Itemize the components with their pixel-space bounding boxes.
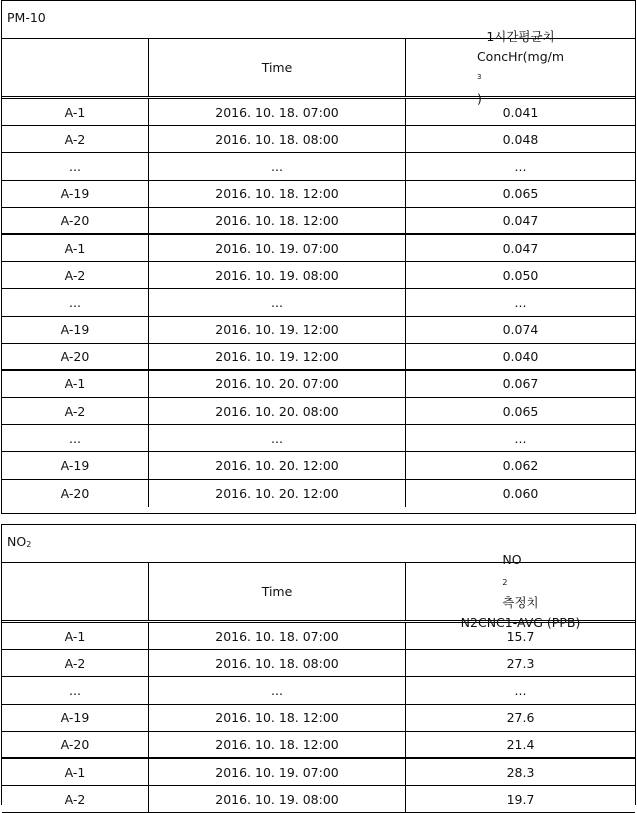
pm10-header-value-line1: 1시간평균치 (486, 28, 555, 44)
row-time-cell: 2016. 10. 18. 12:00 (149, 208, 406, 233)
row-id-cell: A-1 (2, 759, 149, 785)
row-id-cell: ... (2, 153, 149, 179)
table-row (2, 705, 635, 732)
pm10-header-value-line2: ConcHr(mg/m $^3$ ) (476, 48, 565, 106)
pm10-header-row (2, 28, 635, 106)
no2-header-row (2, 552, 635, 630)
row-value-cell: 0.040 (502, 348, 539, 364)
row-value-cell: ... (514, 294, 527, 310)
pm10-table-body (2, 99, 635, 507)
table-row (2, 208, 635, 235)
table-row (2, 759, 635, 786)
row-value-cell: ... (514, 158, 527, 174)
row-value-cell: 21.4 (506, 736, 535, 752)
row-value-cell: 27.6 (506, 710, 535, 726)
row-value-cell: 15.7 (506, 628, 535, 644)
row-time-cell: 2016. 10. 18. 12:00 (149, 181, 406, 207)
row-value-cell: 0.067 (502, 376, 539, 392)
table-row (2, 289, 635, 316)
row-value-cell: 19.7 (506, 791, 535, 807)
row-id-cell: A-2 (2, 398, 149, 424)
row-time-cell: ... (149, 289, 406, 315)
table-row (2, 786, 635, 813)
row-id-cell: ... (2, 677, 149, 703)
row-time-cell: 2016. 10. 18. 08:00 (149, 126, 406, 152)
pm10-header-time: Time (149, 39, 406, 96)
no2-header-id (2, 563, 149, 620)
table-row (2, 425, 635, 452)
no2-table (1, 524, 636, 805)
table-row (2, 344, 635, 371)
row-value-cell: 0.065 (502, 186, 539, 202)
row-id-cell: A-19 (2, 181, 149, 207)
pm10-table-title: PM-10 (2, 1, 635, 39)
row-id-cell: ... (2, 425, 149, 451)
table-row (2, 452, 635, 479)
table-row (2, 371, 635, 398)
row-value-cell: 0.060 (502, 485, 539, 501)
row-time-cell: 2016. 10. 18. 08:00 (149, 650, 406, 676)
row-time-cell: 2016. 10. 19. 07:00 (149, 235, 406, 261)
row-time-cell: 2016. 10. 18. 12:00 (149, 732, 406, 757)
row-id-cell: A-1 (2, 623, 149, 649)
row-value-cell: ... (514, 430, 527, 446)
row-time-cell: 2016. 10. 20. 12:00 (149, 452, 406, 478)
row-time-cell: 2016. 10. 18. 07:00 (149, 99, 406, 125)
row-id-cell: A-1 (2, 371, 149, 397)
row-time-cell: 2016. 10. 18. 07:00 (149, 623, 406, 649)
no2-header-value-line1: NO $_2$ 측정치 (502, 552, 539, 610)
no2-table-title: $NO_2$ (2, 525, 635, 563)
row-time-cell: 2016. 10. 20. 07:00 (149, 371, 406, 397)
row-value-cell: 0.065 (502, 403, 539, 419)
row-time-cell: 2016. 10. 19. 08:00 (149, 262, 406, 288)
row-time-cell: 2016. 10. 19. 12:00 (149, 344, 406, 369)
row-time-cell: 2016. 10. 20. 08:00 (149, 398, 406, 424)
row-id-cell: A-2 (2, 262, 149, 288)
table-row (2, 398, 635, 425)
table-row (2, 317, 635, 344)
pm10-header-id (2, 39, 149, 96)
pm10-table (1, 0, 636, 514)
row-time-cell: 2016. 10. 19. 08:00 (149, 786, 406, 812)
row-time-cell: 2016. 10. 19. 12:00 (149, 317, 406, 343)
row-time-cell: ... (149, 425, 406, 451)
no2-header-value (406, 552, 635, 630)
row-time-cell: 2016. 10. 20. 12:00 (149, 480, 406, 507)
table-row (2, 650, 635, 677)
row-value-cell: 0.050 (502, 267, 539, 283)
table-row (2, 677, 635, 704)
row-time-cell: ... (149, 153, 406, 179)
pm10-header-value (406, 28, 635, 106)
row-id-cell: ... (2, 289, 149, 315)
table-row (2, 181, 635, 208)
row-id-cell: A-2 (2, 786, 149, 812)
table-row (2, 126, 635, 153)
table-row (2, 262, 635, 289)
table-row (2, 480, 635, 507)
row-id-cell: A-19 (2, 317, 149, 343)
row-id-cell: A-1 (2, 235, 149, 261)
row-time-cell: ... (149, 677, 406, 703)
table-row (2, 732, 635, 759)
row-id-cell: A-19 (2, 705, 149, 731)
row-value-cell: 0.047 (502, 212, 539, 228)
row-value-cell: ... (514, 682, 527, 698)
row-value-cell: 0.047 (502, 240, 539, 256)
row-value-cell: 0.074 (502, 322, 539, 338)
row-id-cell: A-1 (2, 99, 149, 125)
table-row (2, 623, 635, 650)
row-value-cell: 28.3 (506, 764, 535, 780)
row-value-cell: 27.3 (506, 655, 535, 671)
no2-header-time: Time (149, 563, 406, 620)
row-time-cell: 2016. 10. 19. 07:00 (149, 759, 406, 785)
row-id-cell: A-19 (2, 452, 149, 478)
row-value-cell: 0.041 (502, 104, 539, 120)
row-id-cell: A-20 (2, 208, 149, 233)
row-id-cell: A-2 (2, 126, 149, 152)
no2-header-value-line2: N2CNC1-AVG (PPB) (460, 615, 581, 630)
table-row (2, 99, 635, 126)
row-id-cell: A-20 (2, 732, 149, 757)
table-row (2, 153, 635, 180)
row-value-cell: 0.062 (502, 458, 539, 474)
row-value-cell: 0.048 (502, 131, 539, 147)
row-id-cell: A-2 (2, 650, 149, 676)
row-id-cell: A-20 (2, 344, 149, 369)
no2-table-body (2, 623, 635, 813)
row-id-cell: A-20 (2, 480, 149, 507)
row-time-cell: 2016. 10. 18. 12:00 (149, 705, 406, 731)
table-row (2, 235, 635, 262)
